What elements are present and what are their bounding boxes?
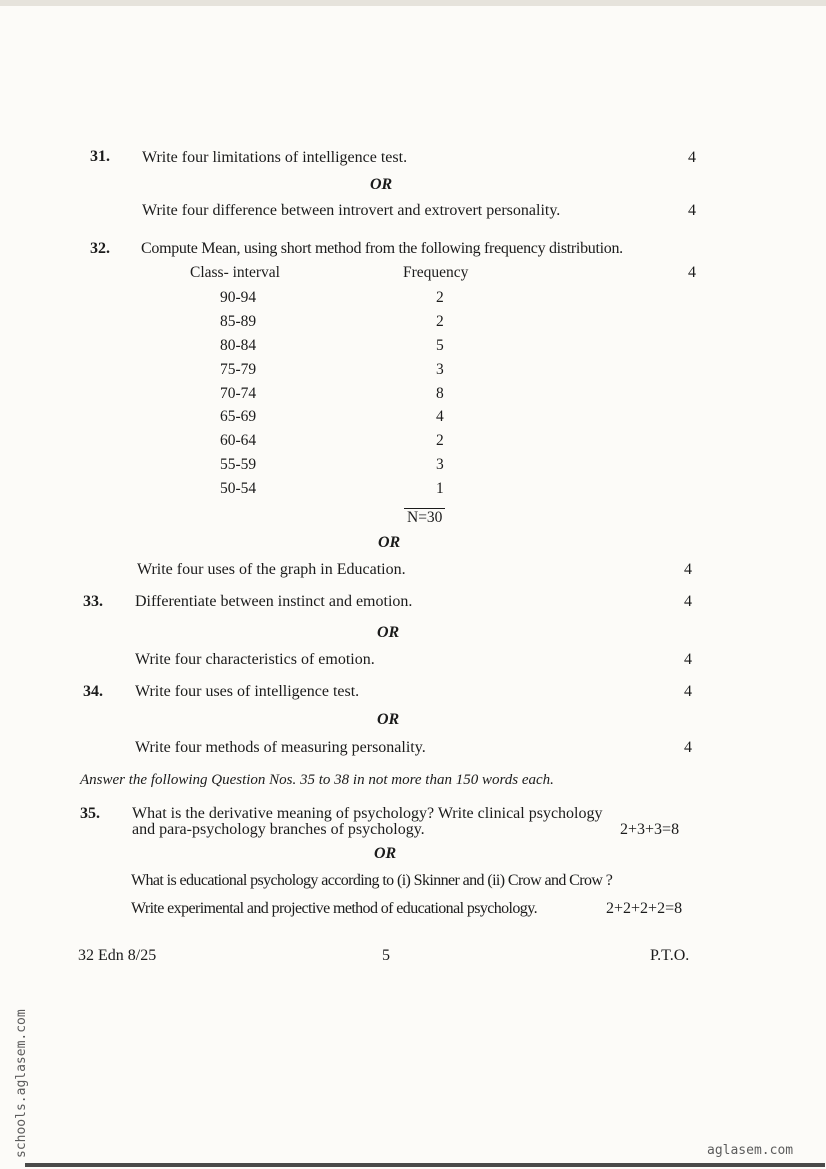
- alternate-question-text: Write four characteristics of emotion.: [135, 651, 375, 668]
- alternate-question-marks: 4: [684, 651, 692, 668]
- alternate-question-text: Write four uses of the graph in Education.: [137, 561, 406, 578]
- question-number: 33.: [83, 593, 103, 610]
- question-marks: 4: [688, 264, 696, 281]
- alternate-question-text-line-1: What is educational psychology according to (i) Skinner and (ii) Crow and Crow ?: [131, 872, 613, 889]
- alternate-question-marks: 4: [688, 202, 696, 219]
- frequency-cell: 2: [436, 432, 444, 449]
- please-turn-over: P.T.O.: [650, 947, 690, 964]
- question-text: Compute Mean, using short method from the following frequency distribution.: [141, 240, 623, 257]
- alternate-question-text: Write four difference between introvert and extrovert personality.: [142, 202, 561, 219]
- question-marks: 4: [688, 149, 696, 166]
- frequency-cell: 4: [436, 408, 444, 425]
- question-marks: 4: [684, 593, 692, 610]
- question-number: 32.: [90, 240, 110, 257]
- scan-top-edge: [0, 0, 826, 6]
- class-interval-cell: 75-79: [220, 361, 257, 378]
- or-separator: OR: [374, 845, 397, 862]
- alternate-question-text: Write four methods of measuring personality.: [135, 739, 426, 756]
- alternate-question-marks: 4: [684, 561, 692, 578]
- question-text-line-2: and para-psychology branches of psychology.: [132, 821, 425, 838]
- scan-bottom-edge: [25, 1163, 825, 1167]
- question-text: Write four uses of intelligence test.: [135, 683, 360, 700]
- or-separator: OR: [370, 176, 393, 193]
- column-header-class-interval: Class- interval: [190, 264, 280, 281]
- alternate-question-marks: 2+2+2+2=8: [606, 900, 683, 917]
- or-separator: OR: [378, 534, 401, 551]
- question-text: Write four limitations of intelligence test.: [142, 149, 408, 166]
- frequency-total: N=30: [404, 508, 445, 526]
- frequency-cell: 2: [436, 313, 444, 330]
- class-interval-cell: 60-64: [220, 432, 257, 449]
- class-interval-cell: 55-59: [220, 456, 257, 473]
- frequency-cell: 3: [436, 361, 444, 378]
- section-instruction: Answer the following Question Nos. 35 to 38 in not more than 150 words each.: [80, 772, 554, 788]
- paper-code: 32 Edn 8/25: [78, 947, 157, 964]
- question-text: Differentiate between instinct and emotion.: [135, 593, 413, 610]
- column-header-frequency: Frequency: [403, 264, 469, 281]
- or-separator: OR: [377, 624, 400, 641]
- or-separator: OR: [377, 711, 400, 728]
- class-interval-cell: 90-94: [220, 289, 257, 306]
- frequency-cell: 3: [436, 456, 444, 473]
- question-number: 35.: [80, 805, 100, 822]
- frequency-cell: 2: [436, 289, 444, 306]
- page-number: 5: [382, 947, 390, 964]
- frequency-cell: 5: [436, 337, 444, 354]
- question-marks: 4: [684, 683, 692, 700]
- alternate-question-marks: 4: [684, 739, 692, 756]
- corner-watermark: aglasem.com: [707, 1143, 794, 1158]
- class-interval-cell: 70-74: [220, 385, 257, 402]
- class-interval-cell: 50-54: [220, 480, 257, 497]
- question-text-line-1: What is the derivative meaning of psychology? Write clinical psychology: [132, 805, 603, 822]
- class-interval-cell: 65-69: [220, 408, 257, 425]
- frequency-cell: 1: [436, 480, 444, 497]
- class-interval-cell: 85-89: [220, 313, 257, 330]
- frequency-cell: 8: [436, 385, 444, 402]
- class-interval-cell: 80-84: [220, 337, 257, 354]
- question-number: 31.: [90, 148, 110, 165]
- question-number: 34.: [83, 683, 103, 700]
- alternate-question-text-line-2: Write experimental and projective method of educational psychology.: [131, 900, 537, 917]
- side-watermark: schools.aglasem.com: [14, 1009, 29, 1158]
- question-marks: 2+3+3=8: [620, 821, 680, 838]
